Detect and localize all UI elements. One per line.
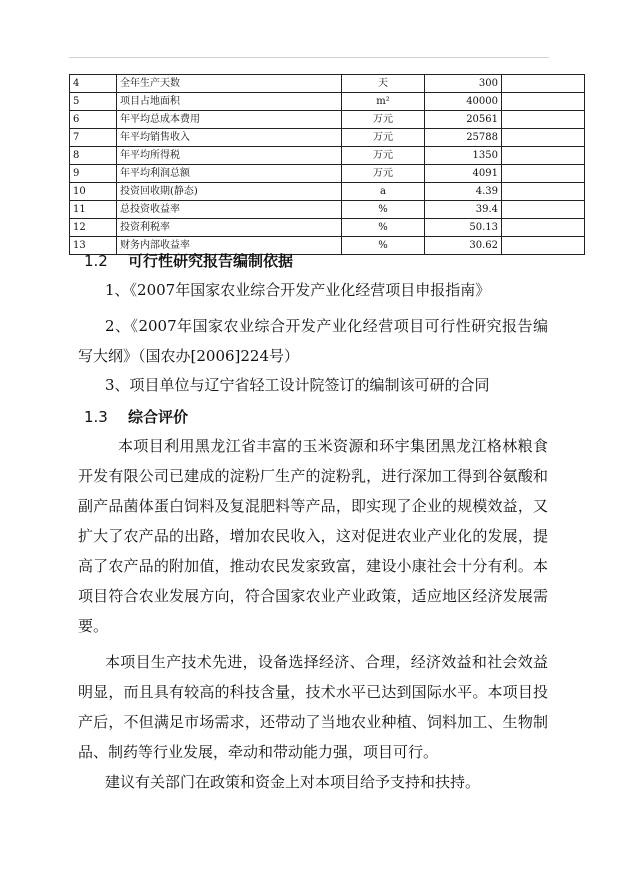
row-number: 11 [70,201,117,219]
indicator-name: 项目占地面积 [117,93,342,111]
evaluation-paragraph-3: 建议有关部门在政策和资金上对本项目给予支持和扶持。 [105,773,481,791]
section-title: 综合评价 [128,408,189,426]
page-header-rule [69,57,549,58]
remarks-cell [502,75,585,93]
indicator-name: 财务内部收益率 [117,237,342,255]
table-row [70,219,585,237]
indicator-name: 投资利税率 [117,219,342,237]
section-1-3-heading [84,406,188,427]
row-number: 9 [70,165,117,183]
indicator-name: 总投资收益率 [117,201,342,219]
remarks-cell [502,93,585,111]
table-row [70,111,585,129]
basis-item-1: 1、《2007年国家农业综合开发产业化经营项目申报指南》 [105,281,491,299]
indicator-name: 年平均利润总额 [117,165,342,183]
indicator-unit: % [342,219,425,237]
indicator-name: 年平均所得税 [117,147,342,165]
indicator-unit: m² [342,93,425,111]
indicator-name: 投资回收期(静态) [117,183,342,201]
indicator-value: 300 [425,75,502,93]
indicator-value: 39.4 [425,201,502,219]
row-number: 13 [70,237,117,255]
indicator-value: 50.13 [425,219,502,237]
indicator-unit: 天 [342,75,425,93]
remarks-cell [502,129,585,147]
basis-item-2: 2、《2007年国家农业综合开发产业化经营项目可行性研究报告编写大纲》（国农办[2006]224号） [78,317,548,365]
section-title: 可行性研究报告编制依据 [128,252,294,270]
table-row [70,75,585,93]
indicator-unit: 万元 [342,147,425,165]
remarks-cell [502,201,585,219]
remarks-cell [502,237,585,255]
indicator-value: 30.62 [425,237,502,255]
indicator-unit: % [342,201,425,219]
table-row [70,165,585,183]
section-1-2-heading [84,250,293,271]
indicator-value: 40000 [425,93,502,111]
row-number: 12 [70,219,117,237]
remarks-cell [502,219,585,237]
row-number: 10 [70,183,117,201]
table-row [70,183,585,201]
row-number: 7 [70,129,117,147]
indicator-unit: 万元 [342,129,425,147]
table-row [70,147,585,165]
table-row [70,201,585,219]
indicator-unit: % [342,237,425,255]
remarks-cell [502,111,585,129]
indicator-value: 25788 [425,129,502,147]
section-number: 1.3 [84,408,108,426]
indicator-table [69,74,585,255]
indicator-value: 1350 [425,147,502,165]
evaluation-paragraph-2: 本项目生产技术先进，设备选择经济、合理，经济效益和社会效益明显，而且具有较高的科技含量，技术水平已达到国际水平。本项目投产后，不但满足市场需求，还带动了当地农业种植、饲料加工、生物制品、制药等行业发展，牵动和带动能力强，项目可行。 [78,653,548,761]
indicator-name: 年平均总成本费用 [117,111,342,129]
remarks-cell [502,165,585,183]
section-number: 1.2 [84,252,108,270]
indicator-value: 4091 [425,165,502,183]
table-row [70,93,585,111]
indicator-unit: 万元 [342,111,425,129]
remarks-cell [502,147,585,165]
basis-item-3: 3、项目单位与辽宁省轻工设计院签订的编制该可研的合同 [105,376,490,394]
table-row [70,129,585,147]
row-number: 6 [70,111,117,129]
indicator-unit: a [342,183,425,201]
row-number: 8 [70,147,117,165]
indicator-unit: 万元 [342,165,425,183]
row-number: 5 [70,93,117,111]
indicator-value: 20561 [425,111,502,129]
remarks-cell [502,183,585,201]
evaluation-paragraph-1: 本项目利用黑龙江省丰富的玉米资源和环宇集团黑龙江格林粮食开发有限公司已建成的淀粉厂生产的淀粉乳，进行深加工得到谷氨酸和副产品菌体蛋白饲料及复混肥料等产品，即实现了企业的规模效益，又扩大了农产品的出路，增加农民收入，这对促进农业产业化的发展，提高了农产品的附加值，推动农民发家致富，建设小康社会十分有利。本项目符合农业发展方向，符合国家农业产业政策，适应地区经济发展需要。 [78,437,548,635]
indicator-name: 年平均销售收入 [117,129,342,147]
indicator-name: 全年生产天数 [117,75,342,93]
indicator-value: 4.39 [425,183,502,201]
row-number: 4 [70,75,117,93]
